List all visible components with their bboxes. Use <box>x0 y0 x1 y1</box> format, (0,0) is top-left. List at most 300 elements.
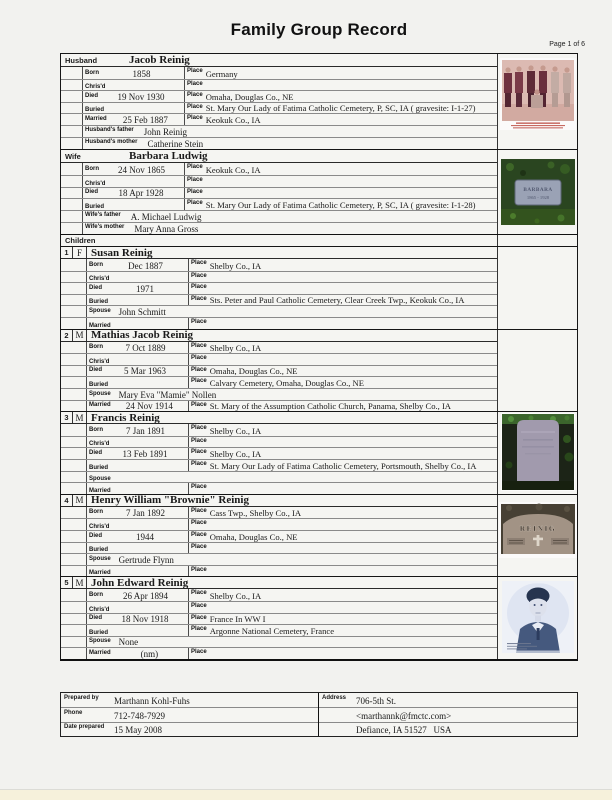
place-cell <box>184 163 497 175</box>
address-block <box>319 693 577 736</box>
place-label: Place <box>191 260 207 267</box>
indent-cell <box>61 401 87 412</box>
indent-cell <box>61 114 83 125</box>
indent-cell <box>61 377 87 388</box>
prepared-by-label: Prepared by <box>64 694 99 701</box>
spouse-name: John Schmitt <box>118 307 166 318</box>
date-cell <box>83 69 184 79</box>
died-date: 1944 <box>136 531 154 542</box>
child-1-died-row <box>61 282 497 294</box>
buried-place: Sts. Peter and Paul Catholic Cemetery, Clear Creek Twp., Keokuk Co., IA <box>209 295 465 306</box>
died-label: Died <box>89 615 103 622</box>
place-cell <box>188 543 497 554</box>
indent-cell <box>61 67 83 79</box>
place-cell <box>188 272 497 283</box>
place-cell <box>188 589 497 601</box>
place-cell <box>188 401 497 412</box>
child-3-died-row <box>61 447 497 459</box>
born-label: Born <box>85 165 99 172</box>
husband-fields <box>61 54 497 149</box>
indent-cell <box>61 507 87 519</box>
indent-cell <box>61 306 87 317</box>
indent-cell <box>61 366 87 377</box>
address-line-1: 706-5th St. <box>356 696 397 707</box>
date-cell <box>83 92 184 102</box>
died-place: France In WW I <box>209 614 266 625</box>
date-cell <box>87 343 188 353</box>
indent-cell <box>61 437 87 448</box>
place-cell <box>184 188 497 199</box>
date-cell <box>87 464 188 471</box>
born-place: Shelby Co., IA <box>209 260 262 271</box>
wife-buried-place: St. Mary Our Lady of Fatima Catholic Cemetery, P, SC, IA ( gravesite: I-1-28) <box>205 199 476 210</box>
date-cell <box>87 426 188 436</box>
indent-cell <box>61 188 83 199</box>
spouse-label: Spouse <box>89 476 111 483</box>
place-label: Place <box>191 425 207 432</box>
child-3-born-row <box>61 424 497 436</box>
indent-cell <box>61 424 87 436</box>
married-date: (nm) <box>140 648 159 659</box>
place-label: Place <box>187 176 203 183</box>
place-label: Place <box>191 284 207 291</box>
date-cell <box>87 401 188 411</box>
indent-cell <box>61 472 87 483</box>
date-cell <box>83 188 184 198</box>
died-date: 18 Nov 1918 <box>121 614 169 625</box>
scan-edge-artifact <box>0 789 612 800</box>
wife-mother-name: Mary Anna Gross <box>134 224 199 235</box>
husband-mother-name: Catherine Stein <box>147 139 204 150</box>
child-4-died-row <box>61 530 497 542</box>
place-cell <box>188 507 497 519</box>
spouse-cell <box>87 307 497 317</box>
died-label: Died <box>85 189 99 196</box>
wife-fields <box>61 150 497 234</box>
wife-chrisd-row <box>61 175 497 187</box>
spouse-name: Gertrude Flynn <box>118 554 174 565</box>
spouse-label: Spouse <box>89 308 111 315</box>
henry-stone-name: REINIG <box>519 523 556 533</box>
place-label: Place <box>191 602 207 609</box>
chrisd-label: Chris'd <box>89 523 110 530</box>
wife-father-name: A. Michael Ludwig <box>130 211 202 222</box>
child-2-born-row <box>61 342 497 354</box>
buried-place: Argonne National Cemetery, France <box>209 625 335 636</box>
child-3-married-row <box>61 482 497 494</box>
child-5-spouse-row <box>61 636 497 648</box>
husband-photo-cell <box>497 54 577 149</box>
date-cell <box>87 591 188 601</box>
child-5-name-row <box>61 577 497 589</box>
place-label: Place <box>191 272 207 279</box>
place-label: Place <box>187 68 203 74</box>
husband-buried-row <box>61 102 497 114</box>
place-cell <box>188 448 497 459</box>
barbara-gravestone-photo <box>501 159 575 225</box>
child-sex: M <box>73 495 87 506</box>
date-cell <box>87 358 188 365</box>
died-date: 1971 <box>136 283 154 294</box>
husband-died-place: Omaha, Douglas Co., NE <box>205 91 294 102</box>
place-cell <box>188 625 497 636</box>
wife-born-place: Keokuk Co., IA <box>205 164 261 175</box>
husband-buried-place: St. Mary Our Lady of Fatima Catholic Cemetery, P, SC, IA ( gravesite: I-1-27) <box>205 103 476 114</box>
husband-name: Jacob Reinig <box>129 54 190 66</box>
place-label: Place <box>191 295 207 302</box>
husband-born-row <box>61 67 497 79</box>
indent-cell <box>61 318 87 329</box>
record-table <box>60 53 578 661</box>
child-2-buried-row <box>61 376 497 388</box>
child-4-chrisd-row <box>61 518 497 530</box>
wife-born-date: 24 Nov 1865 <box>118 164 165 175</box>
place-label: Place <box>187 103 203 110</box>
spouse-cell <box>87 555 497 565</box>
buried-label: Buried <box>85 107 105 114</box>
date-cell <box>87 322 188 329</box>
indent-cell <box>61 483 87 494</box>
john-edward-portrait-photo <box>502 581 574 653</box>
reinig-brothers-group-photo <box>500 58 576 130</box>
date-cell <box>87 449 188 459</box>
indent-cell <box>61 519 87 530</box>
buried-label: Buried <box>89 464 109 471</box>
place-cell <box>188 566 497 577</box>
date-cell <box>83 106 184 113</box>
indent-cell <box>61 602 87 613</box>
indent-cell <box>61 91 83 102</box>
phone-label: Phone <box>64 709 83 716</box>
child-5-buried-row <box>61 624 497 636</box>
died-date: 13 Feb 1891 <box>122 449 168 459</box>
place-label: Place <box>191 319 207 326</box>
child-3-section <box>61 411 577 494</box>
child-name: Francis Reinig <box>91 411 160 424</box>
child-3-photo-cell <box>497 412 577 494</box>
married-place: St. Mary of the Assumption Catholic Church, Panama, Shelby Co., IA <box>209 401 452 412</box>
indent-cell <box>61 566 87 577</box>
child-4-name-row <box>61 495 497 507</box>
date-prepared-label: Date prepared <box>64 724 105 731</box>
indent-cell <box>61 163 83 175</box>
born-label: Born <box>89 591 103 598</box>
phone-row <box>61 707 318 721</box>
married-label: Married <box>89 649 111 656</box>
child-5-fields <box>61 577 497 659</box>
spouse-label: Spouse <box>89 390 111 397</box>
spouse-label: Spouse <box>89 638 111 645</box>
page-title: Family Group Record <box>230 20 408 39</box>
child-number: 2 <box>61 330 73 341</box>
preparer-info-table <box>60 692 578 737</box>
child-5-photo-cell <box>497 577 577 659</box>
indent-cell <box>61 648 87 659</box>
place-cell <box>188 366 497 377</box>
born-label: Born <box>85 69 99 76</box>
child-number: 4 <box>61 495 73 506</box>
child-5-married-row <box>61 647 497 659</box>
indent-cell <box>61 80 83 91</box>
husband-died-date: 19 Nov 1930 <box>117 91 165 102</box>
indent-cell <box>61 103 83 114</box>
born-place: Shelby Co., IA <box>209 425 262 436</box>
child-4-section <box>61 494 577 577</box>
address-label: Address <box>322 694 347 701</box>
chrisd-label: Chris'd <box>89 606 110 613</box>
place-cell <box>188 602 497 613</box>
place-label: Place <box>191 401 207 408</box>
husband-died-row <box>61 90 497 102</box>
indent-cell <box>61 283 87 294</box>
wife-died-row <box>61 187 497 199</box>
indent-cell <box>61 272 87 283</box>
child-4-buried-row <box>61 542 497 554</box>
chrisd-label: Chris'd <box>85 180 106 187</box>
indent-cell <box>61 211 83 222</box>
date-prepared-value: 15 May 2008 <box>114 724 162 735</box>
child-3-buried-row <box>61 459 497 471</box>
buried-label: Buried <box>89 382 109 389</box>
barbara-stone-name: BARBARA <box>522 187 553 194</box>
place-label: Place <box>187 188 203 195</box>
born-place: Shelby Co., IA <box>209 590 262 601</box>
died-label: Died <box>89 532 103 539</box>
spouse-cell <box>87 390 497 400</box>
husbands-father-label: Husband's father <box>85 126 134 133</box>
date-cell <box>87 508 188 518</box>
born-label: Born <box>89 509 103 516</box>
place-label: Place <box>191 543 207 550</box>
husband-born-date: 1858 <box>132 68 151 79</box>
place-cell <box>188 648 497 659</box>
buried-label: Buried <box>89 547 109 554</box>
date-cell <box>87 523 188 530</box>
child-1-chrisd-row <box>61 271 497 283</box>
place-cell <box>188 460 497 471</box>
place-cell <box>188 354 497 365</box>
child-name: Henry William "Brownie" Reinig <box>91 494 249 507</box>
husband-father-name: John Reinig <box>143 127 188 138</box>
husband-mother-row <box>61 137 497 149</box>
spouse-label: Spouse <box>89 555 111 562</box>
indent-cell <box>61 295 87 306</box>
buried-label: Buried <box>85 203 105 210</box>
place-cell <box>184 91 497 102</box>
wife-name: Barbara Ludwig <box>129 150 208 163</box>
place-cell <box>184 80 497 91</box>
child-3-name-row <box>61 412 497 424</box>
child-sex: F <box>73 247 87 258</box>
indent-cell <box>61 342 87 354</box>
place-label: Place <box>191 366 207 373</box>
child-5-died-row <box>61 613 497 625</box>
child-1-fields <box>61 247 497 329</box>
address-row-1 <box>319 693 577 707</box>
child-5-chrisd-row <box>61 601 497 613</box>
died-label: Died <box>85 92 99 99</box>
child-1-married-row <box>61 317 497 329</box>
place-cell <box>184 67 497 79</box>
wife-mother-row <box>61 222 497 234</box>
child-name: Mathias Jacob Reinig <box>91 329 194 342</box>
place-cell <box>188 531 497 542</box>
child-number: 1 <box>61 247 73 258</box>
barbara-stone-years: 1865 - 1928 <box>526 195 549 201</box>
henry-gravestone-photo <box>499 502 577 558</box>
child-sex: M <box>73 412 87 423</box>
child-2-photo-cell <box>497 330 577 412</box>
spouse-cell <box>87 475 497 482</box>
place-cell <box>188 614 497 625</box>
wife-section <box>61 149 577 234</box>
date-cell <box>87 298 188 305</box>
died-place: Omaha, Douglas Co., NE <box>209 531 298 542</box>
address-line-2: <marthannk@fmctc.com> <box>356 710 452 721</box>
page-number: Page 1 of 6 <box>549 41 585 48</box>
chrisd-label: Chris'd <box>89 358 110 365</box>
indent-cell <box>61 259 87 271</box>
indent-cell <box>61 354 87 365</box>
born-date: 7 Jan 1892 <box>126 508 165 519</box>
married-label: Married <box>89 487 111 494</box>
born-date: Dec 1887 <box>128 260 163 271</box>
place-label: Place <box>191 342 207 349</box>
born-label: Born <box>89 344 103 351</box>
date-cell <box>83 165 184 175</box>
husband-chrisd-row <box>61 79 497 91</box>
born-date: 7 Jan 1891 <box>126 425 165 436</box>
died-label: Died <box>89 367 103 374</box>
place-cell <box>188 259 497 271</box>
wife-photo-cell <box>497 150 577 234</box>
date-cell <box>87 614 188 624</box>
place-cell <box>188 342 497 354</box>
child-1-name-row <box>61 247 497 259</box>
wifes-mother-label: Wife's mother <box>85 223 125 230</box>
date-cell <box>87 546 188 553</box>
child-4-spouse-row <box>61 553 497 565</box>
buried-place: Calvary Cemetery, Omaha, Douglas Co., NE <box>209 378 365 389</box>
child-1-born-row <box>61 259 497 271</box>
child-4-married-row <box>61 565 497 577</box>
date-cell <box>87 366 188 376</box>
child-1-section <box>61 246 577 329</box>
child-3-fields <box>61 412 497 494</box>
buried-label: Buried <box>89 629 109 636</box>
died-label: Died <box>89 450 103 456</box>
place-label: Place <box>191 614 207 621</box>
date-cell <box>83 180 184 187</box>
address-row-2 <box>319 707 577 721</box>
place-cell <box>188 318 497 329</box>
child-1-photo-cell <box>497 247 577 329</box>
child-4-photo-cell <box>497 495 577 577</box>
spouse-name: None <box>118 637 139 648</box>
place-label: Place <box>191 355 207 362</box>
born-label: Born <box>89 426 103 433</box>
indent-cell <box>61 589 87 601</box>
husband-header-row <box>61 54 497 67</box>
wife-buried-row <box>61 198 497 210</box>
child-2-died-row <box>61 365 497 377</box>
child-1-spouse-row <box>61 305 497 317</box>
child-1-buried-row <box>61 294 497 306</box>
indent-cell <box>61 389 87 400</box>
children-title-row <box>61 235 497 246</box>
wife-died-date: 18 Apr 1928 <box>118 188 164 199</box>
date-cell <box>87 532 188 542</box>
place-label: Place <box>191 531 207 538</box>
child-4-fields <box>61 495 497 577</box>
place-label: Place <box>191 437 207 444</box>
place-cell <box>188 377 497 388</box>
indent-cell <box>61 223 83 234</box>
wife-father-row <box>61 210 497 222</box>
place-label: Place <box>191 566 207 573</box>
francis-gravestone-photo <box>501 413 575 491</box>
husband-father-row <box>61 125 497 137</box>
indent-cell <box>61 543 87 554</box>
place-label: Place <box>191 449 207 456</box>
husband-married-row <box>61 113 497 125</box>
date-cell <box>87 606 188 613</box>
children-title-cell <box>61 235 497 246</box>
place-cell <box>188 437 497 448</box>
date-cell <box>87 381 188 388</box>
married-date: 24 Nov 1914 <box>125 401 173 412</box>
husband-section <box>61 54 577 149</box>
married-label: Married <box>89 570 111 577</box>
indent-cell <box>61 199 83 210</box>
indent-cell <box>61 554 87 565</box>
address-line-3: Defiance, IA 51527 USA <box>356 724 452 735</box>
date-cell <box>87 487 188 494</box>
date-cell <box>87 284 188 294</box>
child-sex: M <box>73 330 87 341</box>
child-2-spouse-row <box>61 388 497 400</box>
place-cell <box>188 519 497 530</box>
wife-label: Wife <box>65 151 81 161</box>
wife-header-row <box>61 150 497 163</box>
child-2-fields <box>61 330 497 412</box>
place-label: Place <box>187 92 203 99</box>
chrisd-label: Chris'd <box>85 84 106 91</box>
child-5-born-row <box>61 589 497 601</box>
wifes-father-label: Wife's father <box>85 211 121 218</box>
place-label: Place <box>191 507 207 514</box>
date-cell <box>83 115 184 125</box>
place-cell <box>184 199 497 210</box>
chrisd-label: Chris'd <box>89 441 110 448</box>
husbands-mother-label: Husband's mother <box>85 139 138 146</box>
date-cell <box>83 203 184 210</box>
buried-label: Buried <box>89 299 109 306</box>
photo-caption-lines <box>511 123 565 129</box>
indent-cell <box>61 448 87 459</box>
husband-born-place: Germany <box>205 68 238 79</box>
children-title-section <box>61 234 577 246</box>
chrisd-label: Chris'd <box>89 276 110 283</box>
indent-cell <box>61 126 83 137</box>
child-sex: M <box>73 577 87 588</box>
child-4-born-row <box>61 507 497 519</box>
died-place: Shelby Co., IA <box>209 449 262 459</box>
born-date: 7 Oct 1889 <box>125 343 166 354</box>
place-label: Place <box>191 484 207 491</box>
date-cell <box>87 261 188 271</box>
date-cell <box>83 83 184 90</box>
